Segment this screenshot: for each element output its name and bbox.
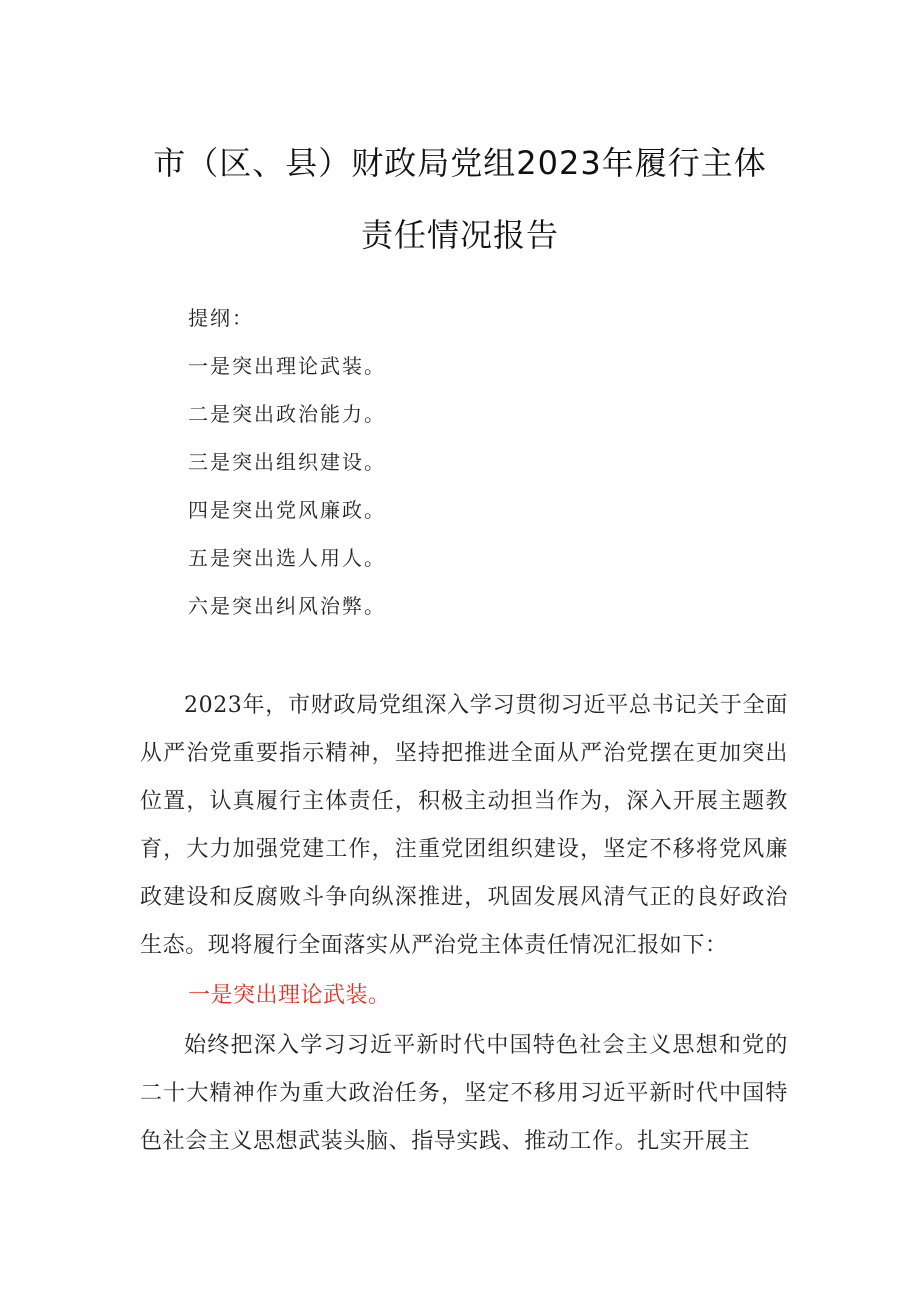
outline-list [188, 300, 386, 636]
outline-item: 五是突出选人用人。 [188, 546, 386, 570]
outline-item: 一是突出理论武装。 [188, 354, 386, 378]
outline-item: 三是突出组织建设。 [188, 450, 386, 474]
outline-item: 六是突出纠风治弊。 [188, 594, 386, 618]
intro-paragraph: 2023年，市财政局党组深入学习贯彻习近平总书记关于全面从严治党重要指示精神，坚持把推进全面从严治党摆在更加突出位置，认真履行主体责任，积极主动担当作为，深入开展主题教育，大力加强党建工作，注重党团组织建设，坚定不移将党风廉政建设和反腐败斗争向纵深推进，巩固发展风清气正的良好政治生态。现将履行全面落实从严治党主体责任情况汇报如下： [140, 693, 788, 958]
report-body [140, 682, 788, 1166]
section-1-paragraph: 始终把深入学习习近平新时代中国特色社会主义思想和党的二十大精神作为重大政治任务，坚定不移用习近平新时代中国特色社会主义思想武装头脑、指导实践、推动工作。扎实开展主 [140, 1033, 788, 1154]
outline-item: 二是突出政治能力。 [188, 402, 386, 426]
outline-label: 提纲： [188, 306, 254, 330]
outline-item: 四是突出党风廉政。 [188, 498, 386, 522]
report-title-line-1: 市（区、县）财政局党组2023年履行主体 [153, 144, 767, 182]
report-title-line-2: 责任情况报告 [360, 216, 559, 254]
section-heading-1: 一是突出理论武装。 [188, 983, 391, 1008]
